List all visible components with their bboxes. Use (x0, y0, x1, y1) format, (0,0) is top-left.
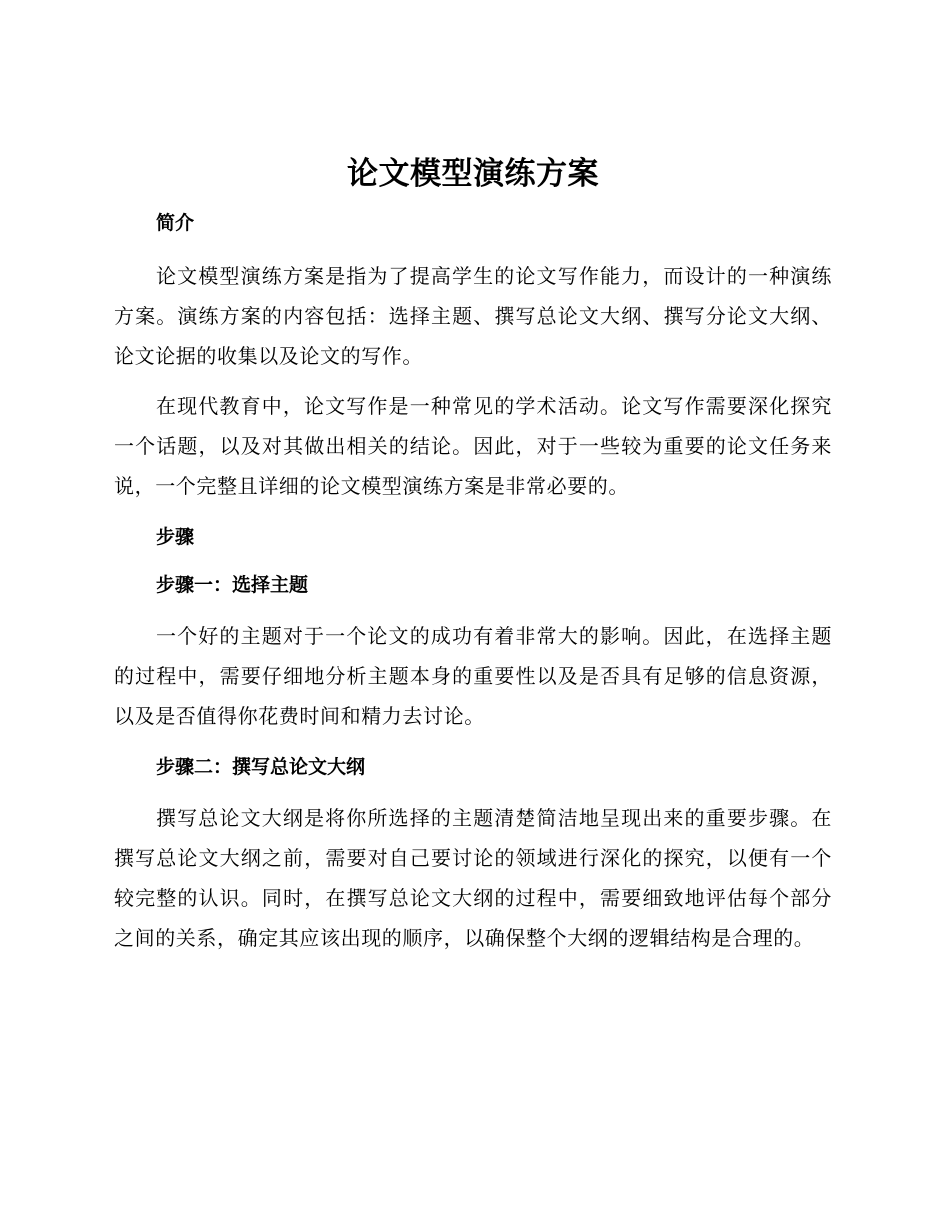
step-heading-1: 步骤一：选择主题 (156, 574, 309, 596)
spacer (114, 238, 832, 256)
section-heading-steps: 步骤 (156, 526, 195, 548)
intro-paragraph-2: 在现代教育中，论文写作是一种常见的学术活动。论文写作需要深化探究一个话题，以及对其做出相关的结论。因此，对于一些较为重要的论文任务来说，一个完整且详细的论文模型演练方案是非常必要的。 (114, 394, 832, 498)
step-paragraph-1: 一个好的主题对于一个论文的成功有着非常大的影响。因此，在选择主题的过程中，需要仔细地分析主题本身的重要性以及是否具有足够的信息资源，以及是否值得你花费时间和精力去讨论。 (114, 624, 832, 728)
section-heading-intro: 简介 (156, 212, 195, 234)
spacer (114, 600, 832, 616)
spacer (114, 552, 832, 570)
document-body (114, 150, 832, 958)
spacer (114, 376, 832, 386)
step-paragraph-2: 撰写总论文大纲是将你所选择的主题清楚简洁地呈现出来的重要步骤。在撰写总论文大纲之前，需要对自己要讨论的领域进行深化的探究，以便有一个较完整的认识。同时，在撰写总论文大纲的过程中，需要细致地评估每个部分之间的关系，确定其应该出现的顺序，以确保整个大纲的逻辑结构是合理的。 (114, 806, 832, 950)
spacer (114, 198, 832, 208)
intro-paragraph-1: 论文模型演练方案是指为了提高学生的论文写作能力，而设计的一种演练方案。演练方案的内容包括：选择主题、撰写总论文大纲、撰写分论文大纲、论文论据的收集以及论文的写作。 (114, 264, 832, 368)
spacer (114, 782, 832, 798)
step-heading-2: 步骤二：撰写总论文大纲 (156, 756, 366, 778)
spacer (114, 506, 832, 522)
document-title: 论文模型演练方案 (347, 156, 599, 192)
spacer (114, 736, 832, 752)
